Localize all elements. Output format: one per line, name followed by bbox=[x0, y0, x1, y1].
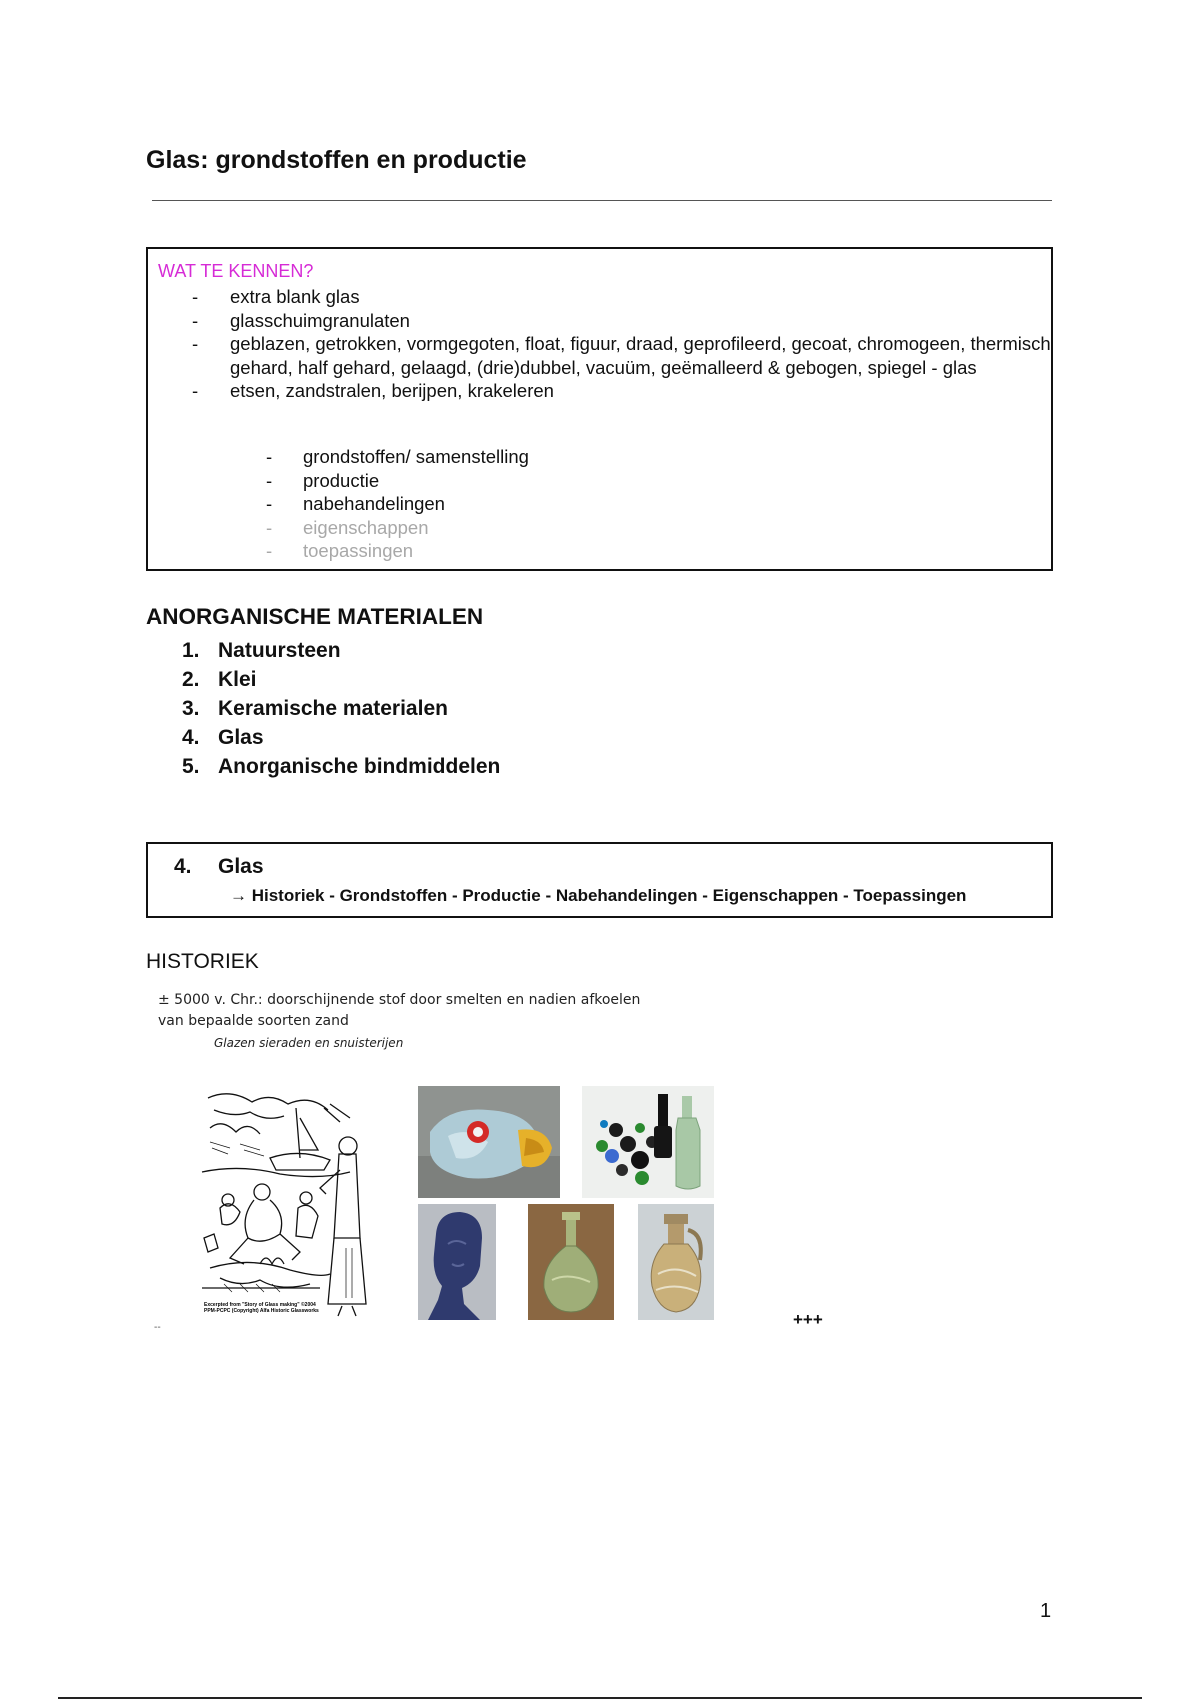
title-divider bbox=[152, 200, 1052, 201]
glass-flask-image bbox=[528, 1204, 614, 1320]
materials-list bbox=[146, 636, 500, 781]
list-item: 3. Keramische materialen bbox=[182, 697, 448, 720]
small-mark: -- bbox=[154, 1322, 161, 1333]
glassmaking-illustration-drawing bbox=[200, 1088, 386, 1320]
list-item: - grondstoffen/ samenstelling bbox=[266, 446, 529, 467]
glas-title: Glas bbox=[218, 855, 264, 878]
list-item: 5. Anorganische bindmiddelen bbox=[182, 755, 501, 778]
glass-jug-image bbox=[638, 1204, 714, 1320]
glass-jug-photo bbox=[638, 1204, 714, 1320]
glas-number: 4. bbox=[174, 855, 192, 878]
glass-bird-head-photo bbox=[418, 1086, 560, 1198]
list-item: 1. Natuursteen bbox=[182, 639, 341, 662]
historiek-text: ± 5000 v. Chr.: doorschijnende stof door smelten en nadien afkoelen van bepaalde soorten zand bbox=[158, 992, 641, 1029]
glass-bird-head-image bbox=[418, 1086, 560, 1198]
page-number: 1 bbox=[1040, 1600, 1052, 1622]
glass-figure-head-photo bbox=[418, 1204, 496, 1320]
glass-figure-head-image bbox=[418, 1204, 496, 1320]
page-bottom-divider bbox=[58, 1697, 1142, 1699]
list-item: 4. Glas bbox=[182, 726, 264, 749]
list-item: - extra blank glas bbox=[192, 286, 360, 307]
more-mark: +++ bbox=[793, 1310, 823, 1329]
list-item: - glasschuimgranulaten bbox=[192, 309, 410, 331]
list-item: - toepassingen bbox=[266, 540, 414, 561]
glassmaking-illustration bbox=[200, 1088, 386, 1320]
list-item: - nabehandelingen bbox=[266, 493, 445, 514]
list-item: 2. Klei bbox=[182, 668, 257, 691]
glas-outline-box bbox=[146, 842, 1053, 918]
glass-beads-bottle-image bbox=[582, 1086, 714, 1198]
list-item: - etsen, zandstralen, berijpen, krakeleren bbox=[192, 380, 554, 401]
list-item: - geblazen, getrokken, vormgegoten, float, figuur, draad, geprofileerd, gecoat, chromogeen, thermisch gehard, half gehard, gelaagd, (drie)dubbel, vacuüm, geëmalleerd & gebogen, spiegel - glas bbox=[192, 333, 1051, 378]
topics-list bbox=[148, 445, 529, 563]
what-to-know-list bbox=[148, 285, 1060, 403]
section-heading-materials: ANORGANISCHE MATERIALEN bbox=[146, 604, 484, 629]
historiek-heading: HISTORIEK bbox=[146, 950, 259, 973]
list-item: - eigenschappen bbox=[266, 516, 429, 538]
list-item: - productie bbox=[266, 469, 380, 491]
glas-outline: → Historiek - Grondstoffen - Productie - Nabehandelingen - Eigenschappen - Toepassingen bbox=[230, 886, 967, 905]
glass-beads-bottle-photo bbox=[582, 1086, 714, 1198]
glass-flask-photo bbox=[528, 1204, 614, 1320]
what-to-know-heading: WAT TE KENNEN? bbox=[158, 261, 314, 281]
what-to-know-box bbox=[146, 247, 1053, 571]
historiek-caption: Glazen sieraden en snuisterijen bbox=[214, 1036, 404, 1050]
illustration-credit: Excerpted from "Story of Glass making" ©2004 PPM-PCPC (Copyright) Alfa Historic Glassworks bbox=[204, 1302, 319, 1314]
page-title: Glas: grondstoffen en productie bbox=[146, 146, 527, 174]
